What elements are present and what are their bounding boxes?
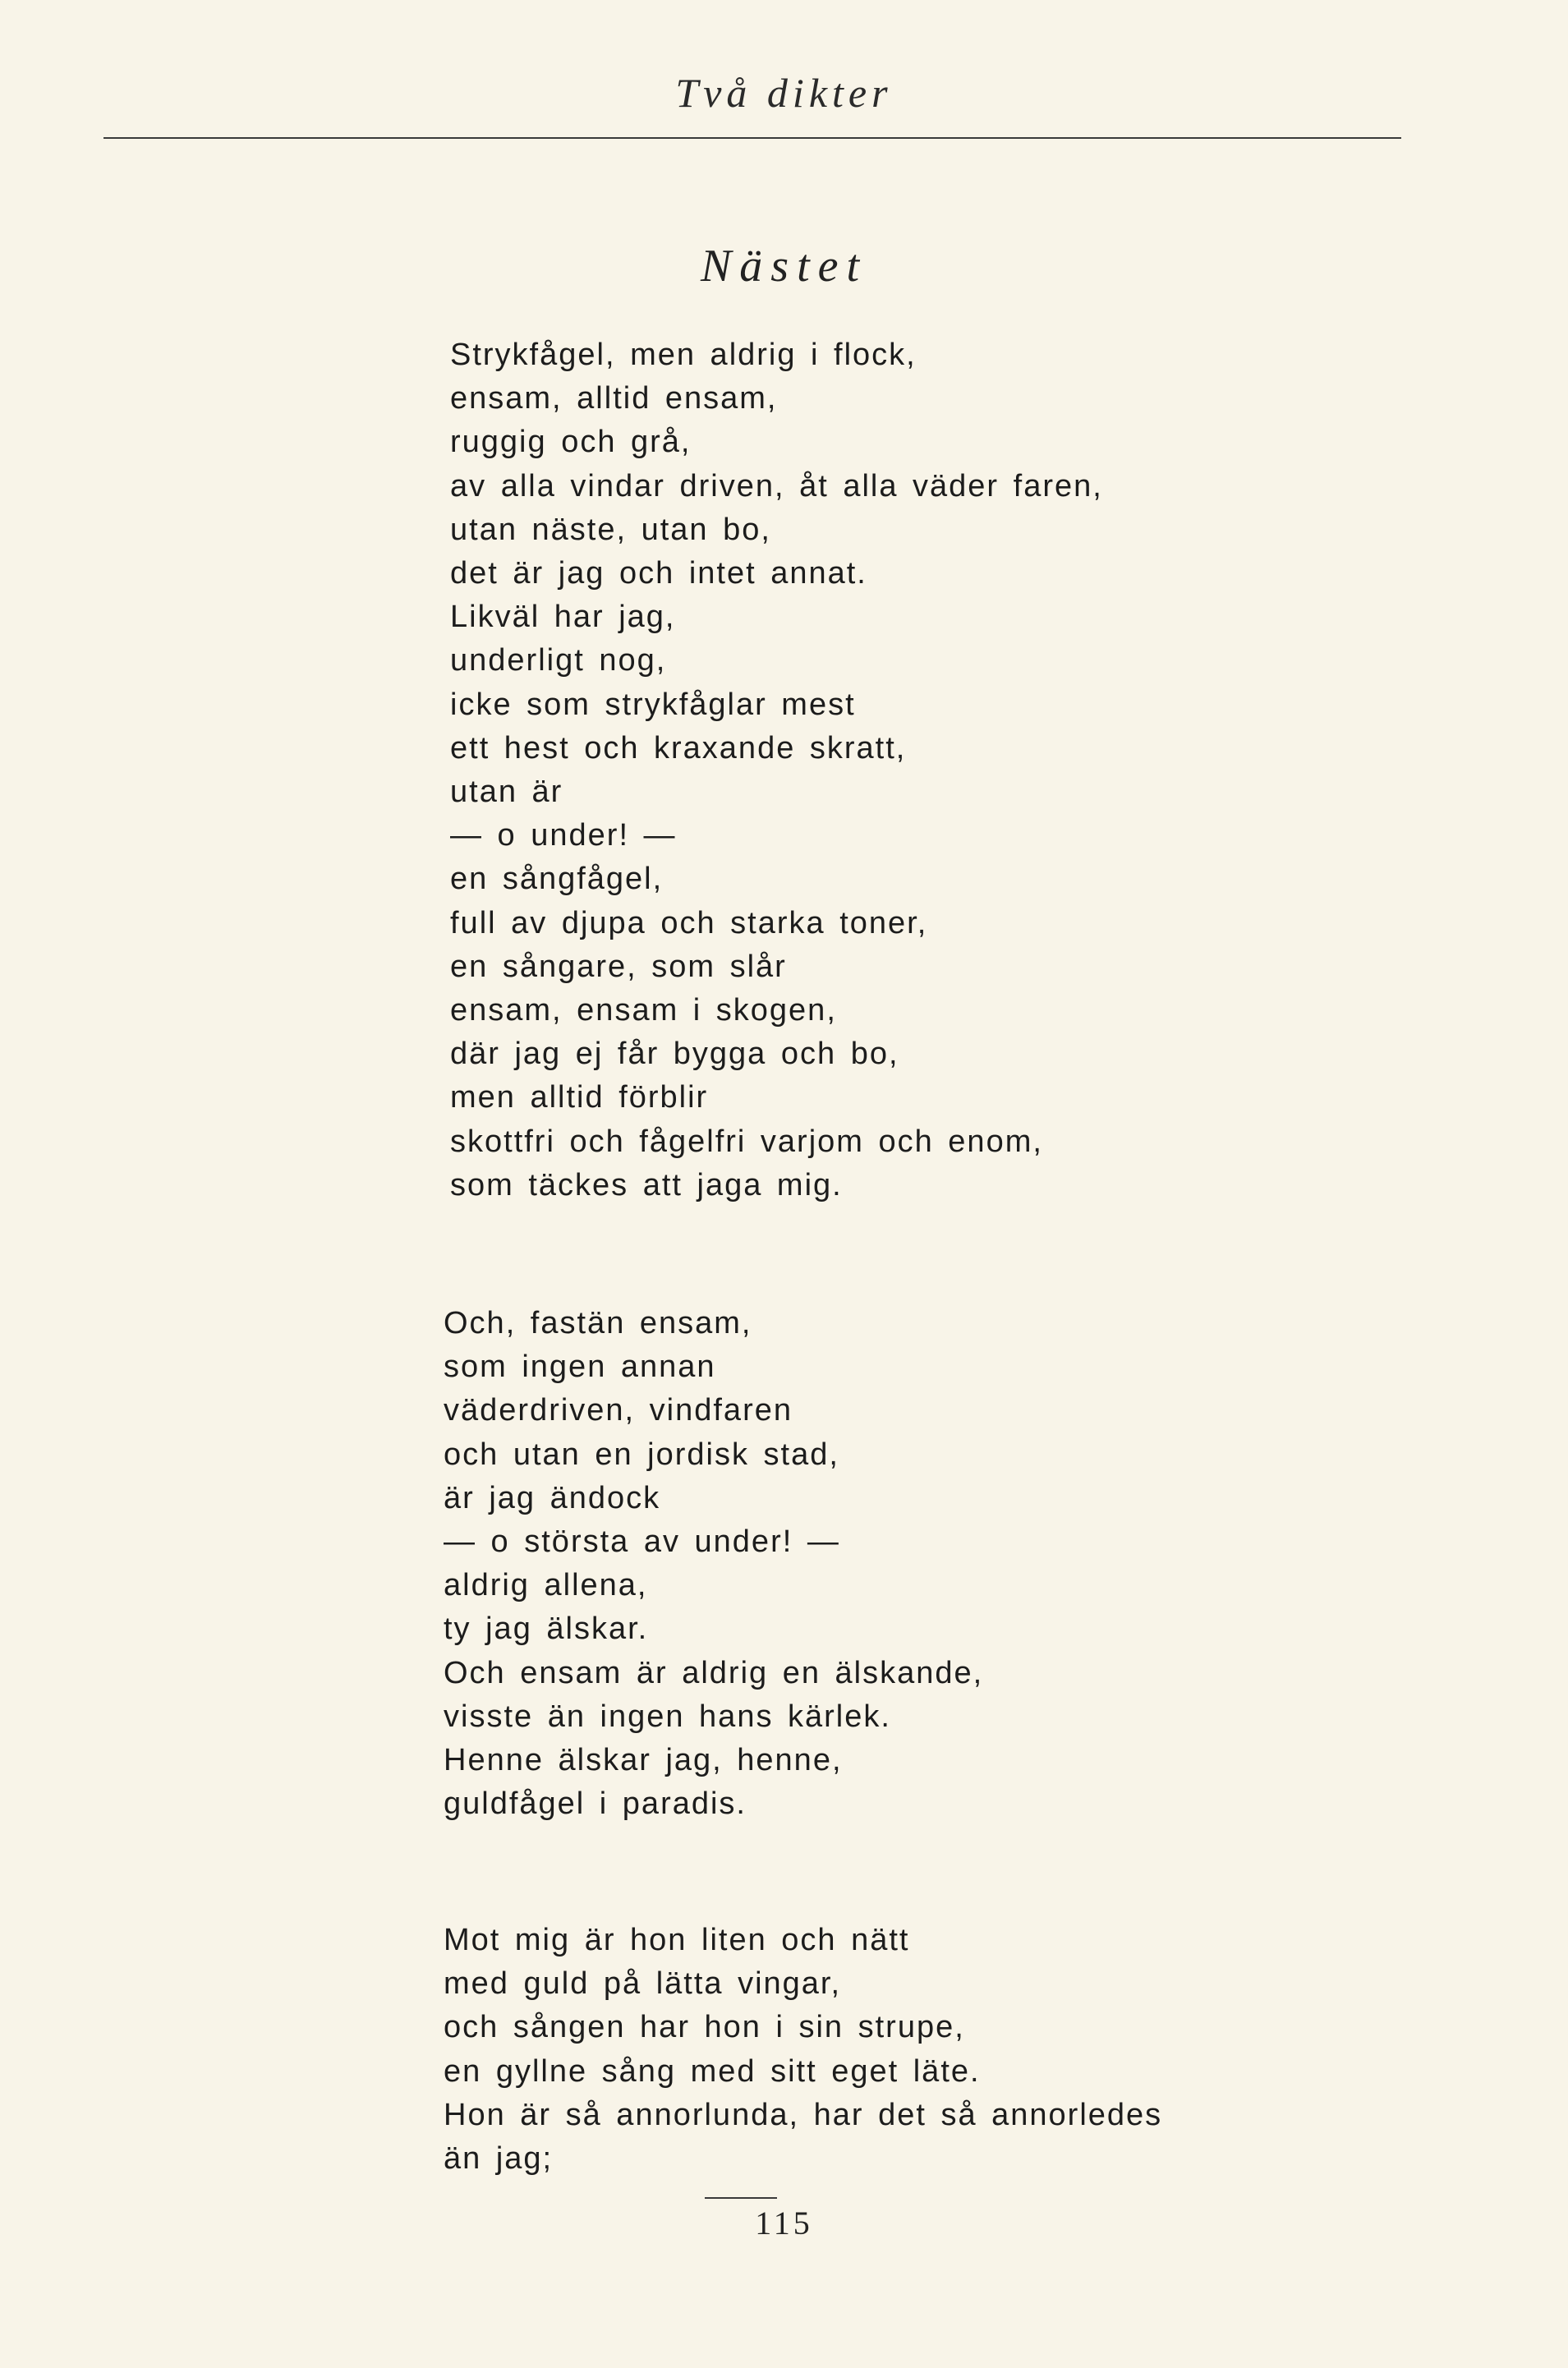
poem-line: ruggig och grå, [450, 425, 692, 460]
poem-line: underligt nog, [450, 643, 667, 678]
poem-line: — o under! — [450, 818, 677, 853]
poem-line: är jag ändock [444, 1480, 661, 1515]
poem-line: Likväl har jag, [450, 600, 676, 635]
poem-line: icke som strykfåglar mest [450, 687, 856, 722]
poem-line: och sången har hon i sin strupe, [444, 2010, 965, 2045]
poem-line: utan är [450, 775, 563, 810]
poem-line: full av djupa och starka toner, [450, 905, 928, 940]
poem-line: Henne älskar jag, henne, [444, 1743, 843, 1778]
poem-line: som täckes att jaga mig. [450, 1167, 843, 1202]
header-rule [103, 137, 1401, 139]
stanza-2 [444, 1302, 983, 1826]
poem-line: guldfågel i paradis. [444, 1786, 747, 1822]
poem-line: en sångare, som slår [450, 949, 787, 984]
poem-line: ty jag älskar. [444, 1612, 649, 1647]
poem-line: ensam, ensam i skogen, [450, 993, 837, 1028]
poem-line: en sångfågel, [450, 862, 664, 897]
poem-line: Mot mig är hon liten och nätt [444, 1923, 910, 1957]
poem-line: som ingen annan [444, 1350, 716, 1385]
poem-line: — o största av under! — [444, 1524, 840, 1560]
poem-line: ensam, alltid ensam, [450, 381, 778, 416]
folio-rule [705, 2197, 777, 2199]
stanza-1 [450, 333, 1103, 1207]
poem-line: det är jag och intet annat. [450, 556, 867, 591]
poem-line: visste än ingen hans kärlek. [444, 1699, 891, 1734]
poem-line: Och, fastän ensam, [444, 1306, 752, 1340]
poem-line: där jag ej får bygga och bo, [450, 1037, 899, 1072]
poem-line: Och ensam är aldrig en älskande, [444, 1655, 984, 1690]
poem-line: än jag; [444, 2141, 554, 2177]
stanza-3 [444, 1919, 1162, 2181]
poem-line: med guld på lätta vingar, [444, 1966, 842, 2002]
poem-title: Nästet [700, 241, 868, 292]
poem-line: av alla vindar driven, åt alla väder faren, [450, 468, 1103, 503]
poem-line: ett hest och kraxande skratt, [450, 730, 907, 766]
poem-line: Hon är så annorlunda, har det så annorledes [444, 2097, 1163, 2132]
poem-line: aldrig allena, [444, 1568, 648, 1603]
page-number: 115 [755, 2205, 813, 2242]
poem-line: skottfri och fågelfri varjom och enom, [450, 1124, 1043, 1159]
poem-line: väderdriven, vindfaren [444, 1393, 793, 1428]
poem-line: Strykfågel, men aldrig i flock, [450, 338, 917, 372]
poem-line: och utan en jordisk stad, [444, 1437, 839, 1472]
running-head: Två dikter [675, 70, 893, 116]
poem-line: utan näste, utan bo, [450, 512, 771, 547]
poem-line: men alltid förblir [450, 1080, 709, 1115]
poem-line: en gyllne sång med sitt eget läte. [444, 2053, 981, 2089]
